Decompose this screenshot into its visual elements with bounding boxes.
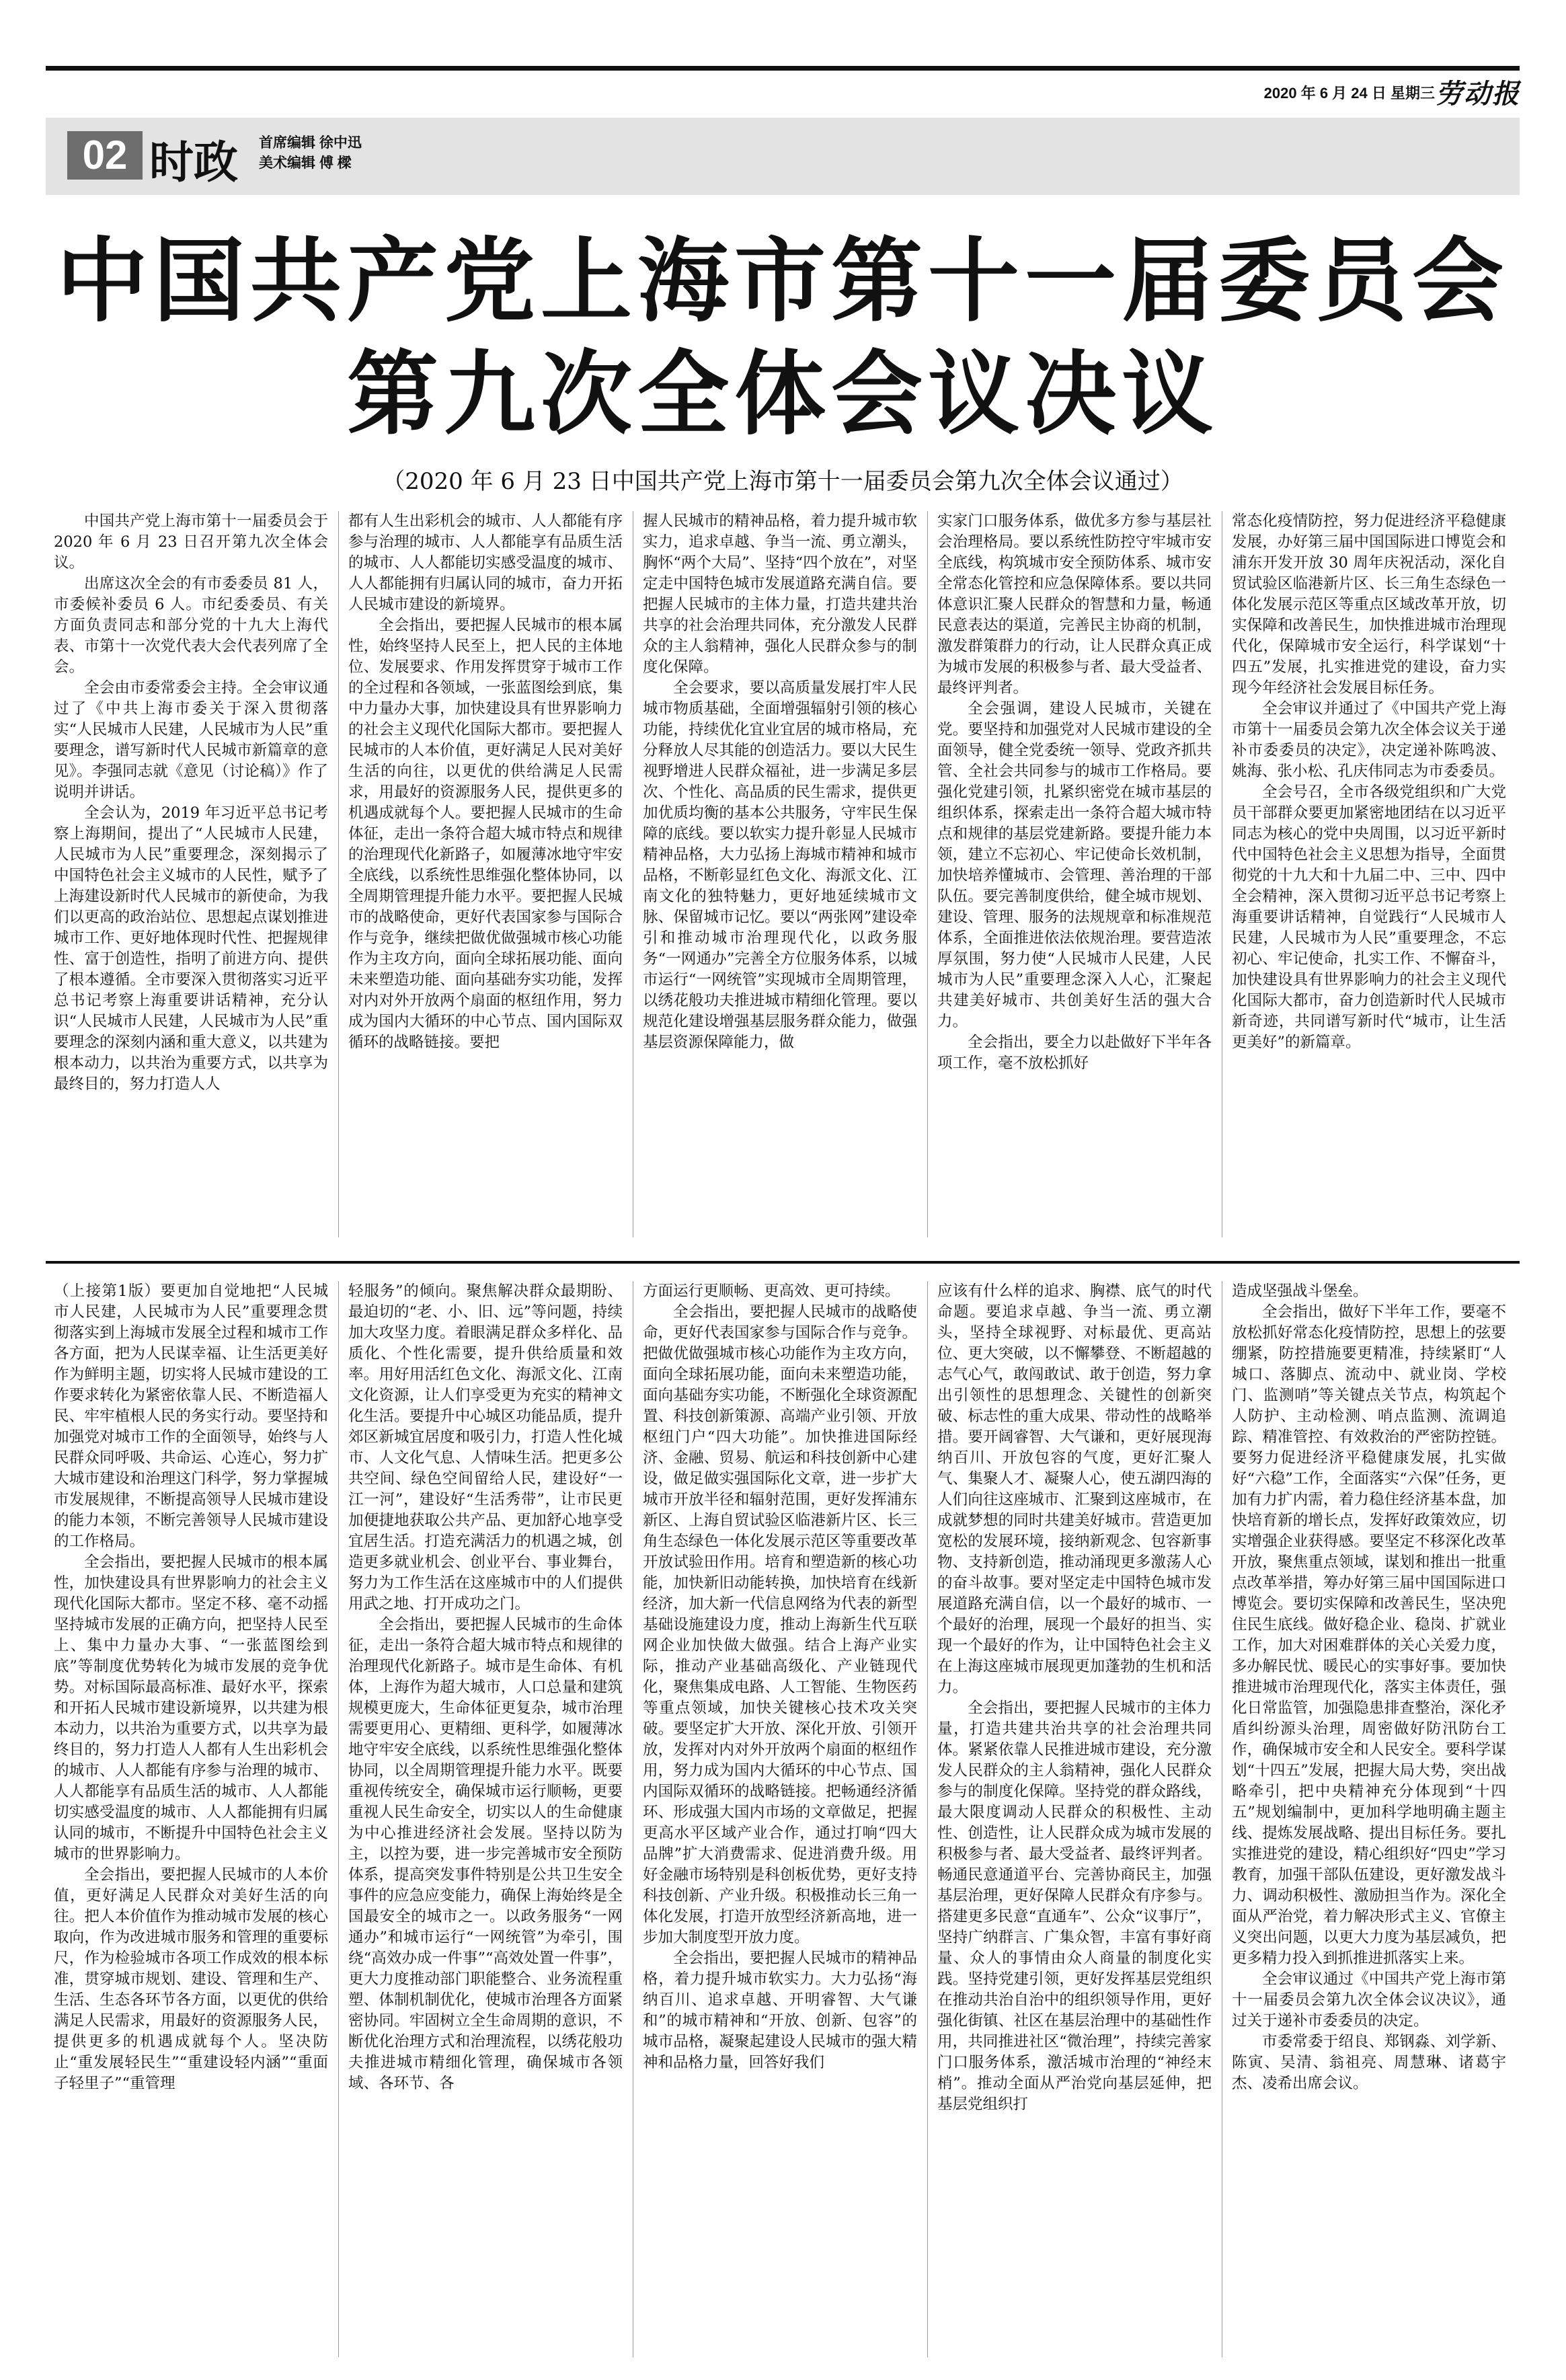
- column-rule: [338, 511, 339, 1237]
- headline-line-1: 中国共产党上海市第十一届委员会: [56, 229, 1509, 335]
- paragraph: 中国共产党上海市第十一届委员会于 2020 年 6 月 23 日召开第九次全体会议。: [54, 512, 328, 572]
- paragraph: 轻服务”的倾向。聚焦解决群众最期盼、最迫切的“老、小、旧、远”等问题，持续加大攻坚力度。着眼满足群众多样化、品质化、个性化需要，提升供给质量和效率。用好用活红色文化、海派文化、江南文化资源，让人们享受更为充实的精神文化生活。要提升中心城区功能品质，提升郊区新城宜居度和吸引力，打造人性化城市、人文化气息、人情味生活。把更多公共空间、绿色空间留给人民，建设好“一江一河”，建设好“生活秀带”，让市民更加便捷地获取公共产品、更加舒心地享受宜居生活。打造充满活力的机遇之城，创造更多就业机会、创业平台、事业舞台，努力为工作生活在这座城市中的人们提供用武之地、打开成功之门。: [348, 1282, 623, 1613]
- paragraph: 全会指出，要把握人民城市的战略使命，更好代表国家参与国际合作与竞争。把做优做强城市核心功能作为主攻方向，面向全球拓展功能，面向未来塑造功能，面向基础夯实功能，不断强化全球资源配置、科技创新策源、高端产业引领、开放枢纽门户“四大功能”。加快推进国际经济、金融、贸易、航运和科技创新中心建设，做足做实强国际化文章，进一步扩大城市开放半径和辐射范围，更好发挥浦东新区、上海自贸试验区临港新片区、长三角生态绿色一体化发展示范区等重要改革开放试验田作用。培育和塑造新的核心功能，加快新旧动能转换，加快培育在线新经济，加大新一代信息网络为代表的新型基础设施建设力度，推动上海新生代互联网企业加快做大做强。结合上海产业实际，推动产业基础高级化、产业链现代化，聚焦集成电路、人工智能、生物医药等重点领域，加快关键核心技术攻关突破。要坚定扩大开放、深化开放、引领开放，发挥对内对外开放两个扇面的枢纽作用，努力成为国内大循环的中心节点、国内国际双循环的战略链接。把畅通经济循环、形成强大国内市场的文章做足，把握更高水平区域产业合作，通过打响“四大品牌”扩大消费需求、促进消费升级。用好金融市场特别是科创板优势，更好支持科技创新、产业升级。积极推动长三角一体化发展，打造开放型经济新高地，进一步加大制度型开放力度。: [643, 1303, 917, 1946]
- paragraph: （上接第1版）要更加自觉地把“人民城市人民建，人民城市为人民”重要理念贯彻落实到上海城市发展全过程和城市工作各方面，把为人民谋幸福、让生活更美好作为鲜明主题，切实将人民城市建设的工作要求转化为紧密依靠人民、不断造福人民、牢牢植根人民的务实行动。要坚持和加强党对城市工作的全面领导，始终与人民群众同呼吸、共命运、心连心，努力扩大城市建设和治理这门科学，努力掌握城市发展规律，不断提高领导人民城市建设的能力本领，不断完善领导人民城市建设的工作格局。: [54, 1282, 328, 1550]
- paragraph: 应该有什么样的追求、胸襟、底气的时代命题。要追求卓越、争当一流、勇立潮头，坚持全球视野、对标最优、更高站位、更大突破，以不懈攀登、不断超越的志气心气，敢闯敢试、敢于创造，努力拿出引领性的思想理念、关键性的创新突破、标志性的重大成果、带动性的战略举措。要开阔睿智、大气谦和，更好展现海纳百川、开放包容的气度，更好汇聚人气、集聚人才、凝聚人心，使五湖四海的人们向往这座城市、汇聚到这座城市，在成就梦想的同时共建美好城市。营造更加宽松的发展环境，接纳新观念、包容新事物、支持新创造，推动涌现更多激荡人心的奋斗故事。要对坚定走中国特色城市发展道路充满自信，以一个最好的城市、一个最好的治理，展现一个最好的担当、实现一个最好的作为，让中国特色社会主义在上海这座城市展现更加蓬勃的生机和活力。: [937, 1282, 1212, 1696]
- text-column: [1232, 511, 1506, 1237]
- paragraph: 全会强调，建设人民城市，关键在党。要坚持和加强党对人民城市建设的全面领导，健全党委统一领导、党政齐抓共管、全社会共同参与的城市工作格局。要强化党建引领，扎紧织密党在城市基层的组织体系，探索走出一条符合超大城市特点和规律的基层党建新路。要提升能力本领，建立不忘初心、牢记使命长效机制，加快培养懂城市、会管理、善治理的干部队伍。要完善制度供给，健全城市规划、建设、管理、服务的法规规章和标准规范体系，全面推进依法依规治理。要营造浓厚氛围，努力使“人民城市人民建，人民城市为人民”重要理念深入人心，汇聚起共建美好城市、共创美好生活的强大合力。: [937, 700, 1212, 1030]
- paragraph: 全会指出，要把握人民城市的主体力量，打造共建共治共享的社会治理共同体。紧紧依靠人民推进城市建设，充分激发人民群众的主人翁精神，强化人民群众参与的制度化保障。坚持党的群众路线，最大限度调动人民群众的积极性、主动性、创造性，让人民群众成为城市发展的积极参与者、最大受益者、最终评判者。畅通民意通道平台、完善协商民主，加强基层治理，更好保障人民群众有序参与。搭建更多民意“直通车”、公众“议事厅”，坚持广纳群言、广集众智，丰富有事好商量、众人的事情由众人商量的制度化实践。坚持党建引领，更好发挥基层党组织在推动共治自治中的组织领导作用，更好强化街镇、社区在基层治理中的基础性作用，共同推进社区“微治理”，持续完善家门口服务体系，激活城市治理的“神经末梢”。推动全面从严治党向基层延伸，把基层党组织打: [937, 1699, 1212, 2113]
- paragraph: 全会指出，要把握人民城市的根本属性，始终坚持人民至上，把人民的主体地位、发展要求、作用发挥贯穿于城市工作的全过程和各领域，一张蓝图绘到底，集中力量办大事，加快建设具有世界影响力的社会主义现代化国际大都市。要把握人民城市的人本价值，更好满足人民对美好生活的向往，以更优的供给满足人民需求，用最好的资源服务人民，提供更多的机遇成就每个人。要把握人民城市的生命体征，走出一条符合超大城市特点和规律的治理现代化新路子，如履薄冰地守牢安全底线，以系统性思维强化整体协同，以全周期管理提升能力水平。要把握人民城市的战略使命，更好代表国家参与国际合作与竞争，继续把做优做强城市核心功能作为主攻方向，面向全球拓展功能、面向未来塑造功能、面向基础夯实功能，发挥对内对外开放两个扇面的枢纽作用，努力成为国内大循环的中心节点、国内国际双循环的战略链接。要把: [348, 617, 623, 1051]
- section-name: 时政: [149, 139, 238, 188]
- text-column: [643, 511, 917, 1237]
- text-column: [937, 511, 1212, 1237]
- chief-editor: 首席编辑 徐中迅: [259, 135, 362, 151]
- page-number: 02: [67, 131, 143, 180]
- text-column: [54, 511, 328, 1237]
- paragraph: 握人民城市的精神品格，着力提升城市软实力，追求卓越、争当一流、勇立潮头，胸怀“两个大局”、坚持“四个放在”，对坚定走中国特色城市发展道路充满自信。要把握人民城市的主体力量，打造共建共治共享的社会治理共同体，充分激发人民群众的主人翁精神，强化人民群众参与的制度化保障。: [643, 512, 917, 676]
- paragraph: 造成坚强战斗堡垒。: [1232, 1282, 1368, 1300]
- article-headline: [46, 225, 1520, 451]
- paragraph: 全会审议通过《中国共产党上海市第十一届委员会第九次全体会议决议》，通过关于递补市委委员的决定。: [1232, 1970, 1506, 2030]
- paragraph: 全会要求，要以高质量发展打牢人民城市物质基础，全面增强辐射引领的核心功能，持续优化宜业宜居的城市格局，充分释放人尽其能的创造活力。要以大民生视野增进人民群众福祉，进一步满足多层次、个性化、高品质的民生需求，提供更加优质均衡的基本公共服务，守牢民生保障的底线。要以软实力提升彰显人民城市精神品格，大力弘扬上海城市精神和城市品格，不断彰显红色文化、海派文化、江南文化的独特魅力，更好地延续城市文脉、保留城市记忆。要以“两张网”建设牵引和推动城市治理现代化，以政务服务“一网通办”完善全方位服务体系，以城市运行“一网统管”实现城市全周期管理，以绣花般功夫推进城市精细化管理。要以规范化建设增强基层服务群众能力，做强基层资源保障能力，做: [643, 679, 917, 1051]
- paragraph: 全会指出，做好下半年工作，要毫不放松抓好常态化疫情防控，思想上的弦要绷紧，防控措施要更精准，持续紧盯“人城口、落脚点、流动中、就业岗、学校门、监测哨”等关键点关节点，构筑起个人防护、主动检测、哨点监测、流调追踪、精准管控、有效救治的严密防控链。要努力促进经济平稳健康发展，扎实做好“六稳”工作，全面落实“六保”任务，更加有力扩内需，着力稳住经济基本盘，加快培育新的增长点，发挥好政策效应，切实增强企业获得感。要坚定不移深化改革开放，聚焦重点领域，谋划和推出一批重点改革举措，筹办好第三届中国国际进口博览会。要切实保障和改善民生，坚决兜住民生底线。做好稳企业、稳岗、扩就业工作，加大对困难群体的关心关爱力度，多办解民忧、暖民心的实事好事。要加快推进城市治理现代化，落实主体责任，强化日常监管，加强隐患排查整治，深化矛盾纠纷源头治理，周密做好防汛防台工作，确保城市安全和人民安全。要科学谋划“十四五”发展，把握大局大势，突出战略牵引，把中央精神充分体现到“十四五”规划编制中，更加科学地明确主题主线、提炼发展战略、提出目标任务。要扎实推进党的建设，精心组织好“四史”学习教育，加强干部队伍建设，更好激发战斗力、调动积极性、激励担当作为。深化全面从严治党，着力解决形式主义、官僚主义突出问题，以更大力度为基层减负，把更多精力投入到抓推进抓落实上来。: [1232, 1303, 1506, 1967]
- paragraph: 全会指出，要把握人民城市的精神品格，着力提升城市软实力。大力弘扬“海纳百川、追求卓越、开明睿智、大气谦和”的城市精神和“开放、创新、包容”的城市品格，凝聚起建设人民城市的强大精神和品格力量，回答好我们: [643, 1950, 917, 2071]
- paragraph: 实家门口服务体系，做优多方参与基层社会治理格局。要以系统性防控守牢城市安全底线，构筑城市安全预防体系、城市安全常态化管控和应急保障体系。要以共同体意识汇聚人民群众的智慧和力量，畅通民意表达的渠道，完善民主协商的机制，激发群策群力的行动，让人民群众真正成为城市发展的积极参与者、最大受益者、最终评判者。: [937, 512, 1212, 697]
- text-column: [1232, 1281, 1506, 2357]
- text-column: [348, 511, 623, 1237]
- newspaper-logo: 劳动报: [1436, 78, 1520, 110]
- top-rule: [46, 66, 1520, 71]
- text-column: [937, 1281, 1212, 2357]
- paragraph: 全会认为，2019 年习近平总书记考察上海期间，提出了“人民城市人民建，人民城市为人民”重要理念，深刻揭示了中国特色社会主义城市的人民性，赋予了上海建设新时代人民城市的新使命，为我们以更高的政治站位、思想起点谋划推进城市工作、更好地体现时代性、把握规律性、富于创造性，指明了前进方向、提供了根本遵循。全市要深入贯彻落实习近平总书记考察上海重要讲话精神，充分认识“人民城市人民建，人民城市为人民”重要理念的深刻内涵和重大意义，以共建为根本动力，以共治为重要方式，以共享为最终目的，努力打造人人: [54, 804, 328, 1093]
- article-subtitle: （2020 年 6 月 23 日中国共产党上海市第十一届委员会第九次全体会议通过）: [382, 468, 1183, 495]
- column-rule: [927, 1281, 928, 2357]
- paragraph: 常态化疫情防控，努力促进经济平稳健康发展，办好第三届中国国际进口博览会和浦东开发开放 30 周年庆祝活动，深化自贸试验区临港新片区、长三角生态绿色一体化发展示范区等重点区域改革开放，切实保障和改善民生，加快推进城市治理现代化，保障城市安全运行，科学谋划“十四五”发展，扎实推进党的建设，奋力实现今年经济社会发展目标任务。: [1232, 512, 1506, 697]
- paragraph: 全会指出，要把握人民城市的根本属性，加快建设具有世界影响力的社会主义现代化国际大都市。坚定不移、毫不动摇坚持城市发展的正确方向，把坚持人民至上、集中力量办大事、“一张蓝图绘到底”等制度优势转化为城市发展的竞争优势。对标国际最高标准、最好水平，探索和开拓人民城市建设新境界，以共建为根本动力，以共治为重要方式，以共享为最终目的，努力打造人人都有人生出彩机会的城市、人人都能有序参与治理的城市、人人都能享有品质生活的城市、人人都能切实感受温度的城市、人人都能拥有归属认同的城市，不断提升中国特色社会主义城市的世界影响力。: [54, 1553, 328, 1863]
- paragraph: 出席这次全会的有市委委员 81 人，市委候补委员 6 人。市纪委委员、有关方面负责同志和部分党的十九大上海代表、市第十一次党代表大会代表列席了全会。: [54, 575, 328, 676]
- paragraph: 全会指出，要全力以赴做好下半年各项工作，毫不放松抓好: [937, 1034, 1212, 1072]
- text-column: [54, 1281, 328, 2357]
- paragraph: 全会指出，要把握人民城市的人本价值，更好满足人民群众对美好生活的向往。把人本价值作为推动城市发展的核心取向，作为改进城市服务和管理的重要标尺，作为检验城市各项工作成效的根本标准，贯穿城市规划、建设、管理和生产、生活、生态各环节各方面，以更优的供给满足人民需求，用最好的资源服务人民，提供更多的机遇成就每个人。坚决防止“重发展轻民生”“重建设轻内涵”“重面子轻里子”“重管理: [54, 1866, 328, 2092]
- paragraph: 都有人生出彩机会的城市、人人都能有序参与治理的城市、人人都能享有品质生活的城市、人人都能切实感受温度的城市、人人都能拥有归属认同的城市，奋力开拓人民城市建设的新境界。: [348, 512, 623, 613]
- paragraph: 全会由市委常委会主持。全会审议通过了《中共上海市委关于深入贯彻落实“人民城市人民建，人民城市为人民”重要理念，谱写新时代人民城市新篇章的意见》。李强同志就《意见（讨论稿）》作了说明并讲话。: [54, 679, 328, 801]
- paragraph: 方面运行更顺畅、更高效、更可持续。: [643, 1282, 900, 1300]
- section-divider: [46, 1261, 1520, 1264]
- editor-credits: [259, 133, 362, 174]
- paragraph: 全会号召，全市各级党组织和广大党员干部群众要更加紧密地团结在以习近平同志为核心的党中央周围，以习近平新时代中国特色社会主义思想为指导，全面贯彻党的十九大和十九届二中、三中、四中全会精神，深入贯彻习近平总书记考察上海重要讲话精神，自觉践行“人民城市人民建，人民城市为人民”重要理念，不忘初心、牢记使命，扎实工作、不懈奋斗，加快建设具有世界影响力的社会主义现代化国际大都市，奋力创造新时代人民城市新奇迹，共同谱写新时代“城市，让生活更美好”的新篇章。: [1232, 783, 1506, 1051]
- art-editor: 美术编辑 傅 樑: [259, 155, 352, 171]
- headline-line-2: 第九次全体会议决议: [347, 342, 1218, 448]
- paragraph: 全会审议并通过了《中国共产党上海市第十一届委员会第九次全体会议关于递补市委委员的决定》，决定递补陈鸣波、姚海、张小松、孔庆伟同志为市委委员。: [1232, 700, 1506, 780]
- column-rule: [338, 1281, 339, 2357]
- issue-date: 2020 年 6 月 24 日 星期三: [1263, 85, 1435, 102]
- text-column: [643, 1281, 917, 2357]
- text-column: [348, 1281, 623, 2357]
- paragraph: 市委常委于绍良、郑钢淼、刘学新、陈寅、吴清、翁祖亮、周慧琳、诸葛宇杰、凌希出席会议。: [1232, 2033, 1506, 2092]
- column-rule: [927, 511, 928, 1237]
- paragraph: 全会指出，要把握人民城市的生命体征，走出一条符合超大城市特点和规律的治理现代化新路子。城市是生命体、有机体，上海作为超大城市，人口总量和建筑规模更庞大，生命体征更复杂，城市治理需要更用心、更精细、更科学，如履薄冰地守牢安全底线，以系统性思维强化整体协同，以全周期管理提升能力水平。既要重视传统安全，确保城市运行顺畅，更要重视人民生命安全，切实以人的生命健康为中心推进经济社会发展。坚持以防为主，以控为要，进一步完善城市安全预防体系，提高突发事件特别是公共卫生安全事件的应急应变能力，确保上海始终是全国最安全的城市之一。以政务服务“一网通办”和城市运行“一网统管”为牵引，围绕“高效办成一件事”“高效处置一件事”，更大力度推动部门职能整合、业务流程重塑、体制机制优化，使城市治理各方面紧密协同。牢固树立全生命周期的意识，不断优化治理方式和治理流程，以绣花般功夫推进城市精细化管理，确保城市各领域、各环节、各: [348, 1616, 623, 2092]
